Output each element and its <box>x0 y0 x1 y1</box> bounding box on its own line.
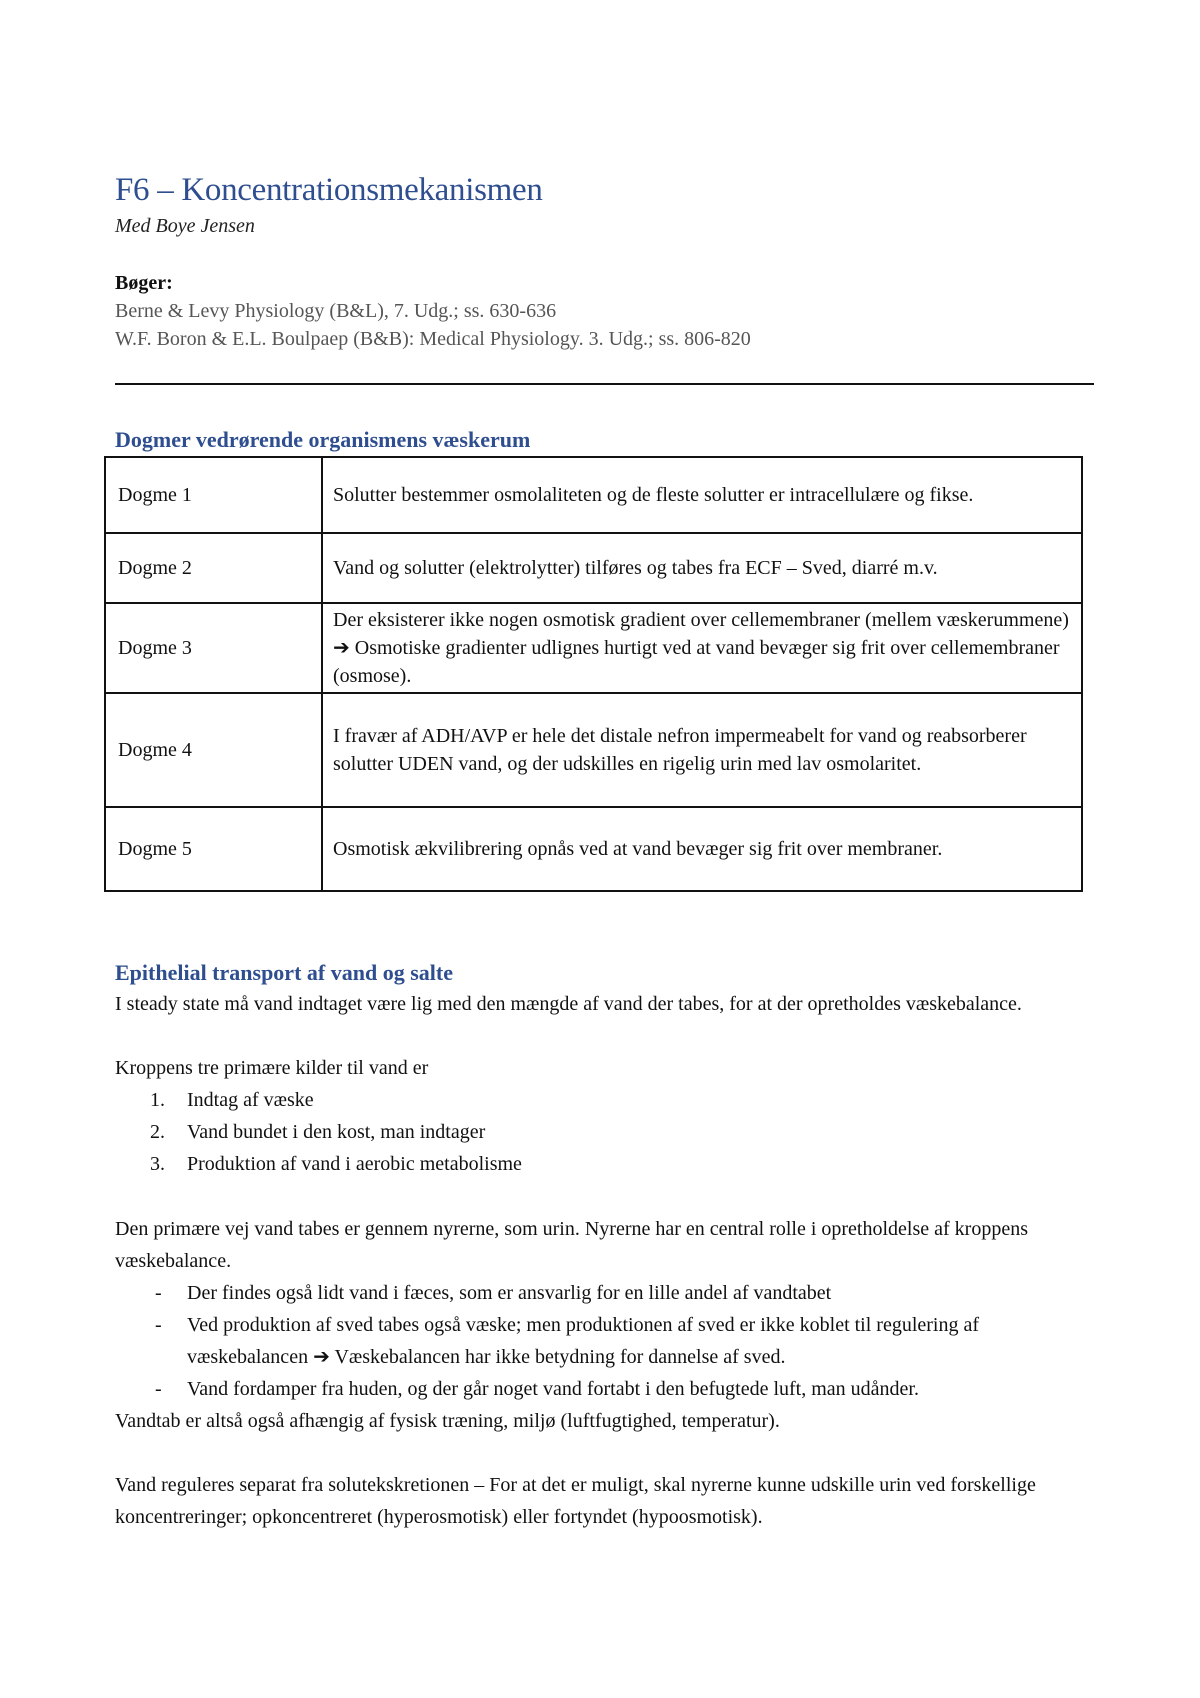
list-number: 2. <box>150 1121 165 1143</box>
list-item <box>150 1084 522 1116</box>
list-number: 1. <box>150 1089 165 1111</box>
dogme-name: Dogme 1 <box>105 457 322 533</box>
list-item <box>150 1277 1100 1309</box>
arrow-icon: ➔ <box>313 1346 330 1368</box>
paragraph-regulation: Vand reguleres separat fra solutekskretionen – For at det er muligt, skal nyrerne kunne udskille urin ved forskellige koncentreringer; opkoncentreret (hyperosmotisk) eller fortyndet (hypoosmotisk). <box>115 1474 1036 1528</box>
paragraph-loss-summary: Vandtab er altså også afhængig af fysisk træning, miljø (luftfugtighed, temperatur). <box>115 1410 780 1432</box>
book-reference: W.F. Boron & E.L. Boulpaep (B&B): Medical Physiology. 3. Udg.; ss. 806-820 <box>115 328 751 350</box>
lecturer-subtitle: Med Boye Jensen <box>115 215 255 237</box>
page-title: F6 – Koncentrationsmekanismen <box>115 172 543 208</box>
horizontal-divider <box>115 383 1094 385</box>
dogme-text-part: Osmotiske gradienter udlignes hurtigt ved at vand bevæger sig frit over cellemembraner (osmose). <box>333 637 1060 687</box>
dogme-text: Solutter bestemmer osmolaliteten og de fleste solutter er intracellulære og fikse. <box>322 457 1082 533</box>
list-item <box>150 1309 1100 1373</box>
list-item <box>150 1116 522 1148</box>
list-item-text: Ved produktion af sved tabes også væske; men produktionen af sved er ikke koblet til regulering af væskebalancen <box>187 1314 980 1368</box>
paragraph-sources-label: Kroppens tre primære kilder til vand er <box>115 1057 429 1079</box>
dogme-name: Dogme 2 <box>105 533 322 603</box>
list-item-text: Vand fordamper fra huden, og der går noget vand fortabt i den befugtede luft, man udånder. <box>187 1378 919 1400</box>
list-item <box>150 1148 522 1180</box>
list-item-text: Væskebalancen har ikke betydning for dannelse af sved. <box>334 1346 786 1368</box>
dogme-name: Dogme 3 <box>105 603 322 693</box>
list-item-text: Vand bundet i den kost, man indtager <box>187 1121 486 1143</box>
dogmer-table <box>104 456 1083 892</box>
dogme-text <box>322 603 1082 693</box>
list-item <box>150 1373 1100 1405</box>
dogme-text-part: Der eksisterer ikke nogen osmotisk gradient over cellemembraner (mellem væskerummene) <box>333 609 1069 631</box>
list-item-text: Der findes også lidt vand i fæces, som er ansvarlig for en lille andel af vandtabet <box>187 1282 832 1304</box>
table-row <box>105 603 1082 693</box>
table-row <box>105 693 1082 807</box>
table-row <box>105 457 1082 533</box>
water-loss-list <box>150 1277 1100 1405</box>
dogme-text: I fravær af ADH/AVP er hele det distale nefron impermeabelt for vand og reabsorberer solutter UDEN vand, og der udskilles en rigelig urin med lav osmolaritet. <box>322 693 1082 807</box>
table-row <box>105 533 1082 603</box>
section-heading-dogmer: Dogmer vedrørende organismens væskerum <box>115 427 531 452</box>
list-number: 3. <box>150 1153 165 1175</box>
paragraph-intro: I steady state må vand indtaget være lig med den mængde af vand der tabes, for at der opretholdes væskebalance. <box>115 993 1022 1015</box>
water-sources-list <box>150 1084 522 1180</box>
arrow-icon: ➔ <box>333 637 350 659</box>
dogme-name: Dogme 5 <box>105 807 322 891</box>
paragraph-loss-intro: Den primære vej vand tabes er gennem nyrerne, som urin. Nyrerne har en central rolle i opretholdelse af kroppens væskebalance. <box>115 1218 1028 1272</box>
dash-bullet: - <box>155 1378 162 1400</box>
books-label: Bøger: <box>115 272 173 294</box>
section-heading-epithelial: Epithelial transport af vand og salte <box>115 960 453 985</box>
book-reference: Berne & Levy Physiology (B&L), 7. Udg.; ss. 630-636 <box>115 300 557 322</box>
dogme-text: Vand og solutter (elektrolytter) tilføres og tabes fra ECF – Sved, diarré m.v. <box>322 533 1082 603</box>
dogme-name: Dogme 4 <box>105 693 322 807</box>
list-item-text: Produktion af vand i aerobic metabolisme <box>187 1153 522 1175</box>
dogme-text: Osmotisk ækvilibrering opnås ved at vand bevæger sig frit over membraner. <box>322 807 1082 891</box>
dash-bullet: - <box>155 1314 162 1336</box>
table-row <box>105 807 1082 891</box>
list-item-text: Indtag af væske <box>187 1089 314 1111</box>
dash-bullet: - <box>155 1282 162 1304</box>
